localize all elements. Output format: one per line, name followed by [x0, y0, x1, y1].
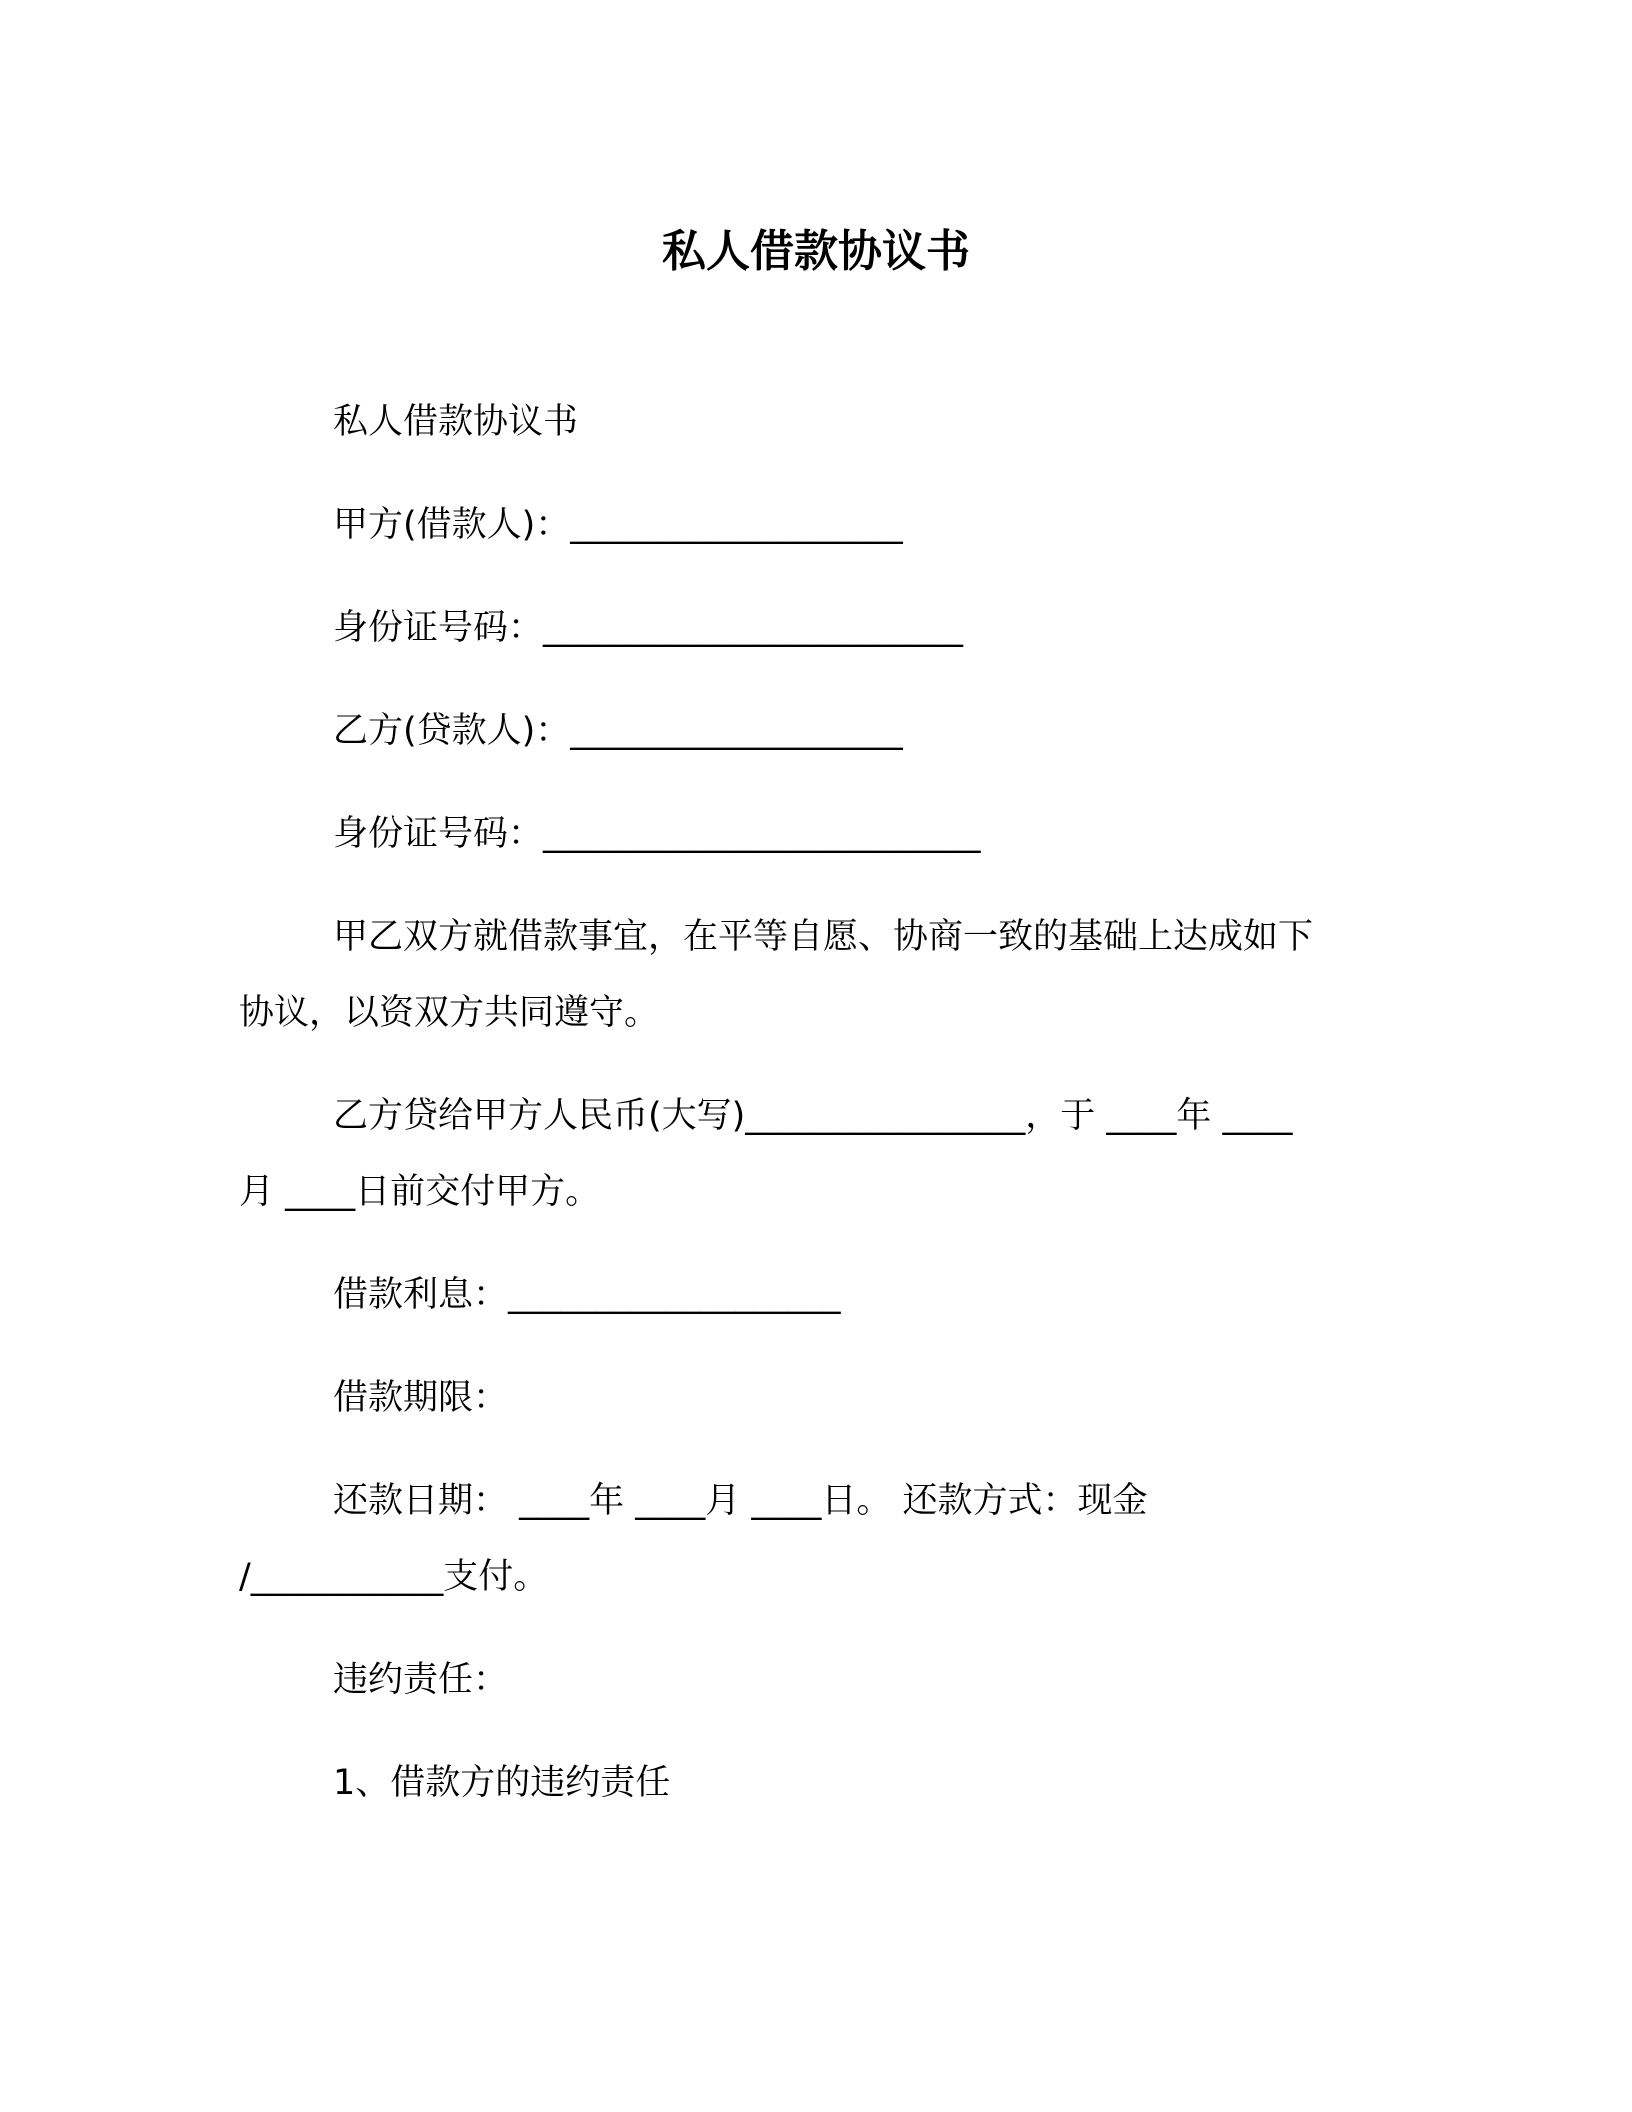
party-b-lender-line: 乙方(贷款人)：___________________	[333, 711, 903, 751]
loan-interest-line: 借款利息：___________________	[333, 1275, 841, 1315]
loan-amount-line-2: 月 ____日前交付甲方。	[239, 1172, 601, 1212]
party-a-borrower-line: 甲方(借款人)：___________________	[333, 505, 903, 545]
borrower-breach-item: 1、借款方的违约责任	[333, 1763, 671, 1803]
party-a-id-line: 身份证号码：________________________	[333, 608, 964, 648]
agreement-intro-line-1: 甲乙双方就借款事宜，在平等自愿、协商一致的基础上达成如下	[333, 917, 1314, 957]
repayment-line-1: 还款日期： ____年 ____月 ____日。 还款方式：现金	[333, 1481, 1148, 1521]
document-title: 私人借款协议书	[662, 226, 970, 277]
loan-term-line: 借款期限：	[333, 1378, 509, 1418]
party-b-id-line: 身份证号码：_________________________	[333, 814, 981, 854]
document-subtitle: 私人借款协议书	[333, 402, 579, 442]
breach-liability-heading: 违约责任：	[333, 1660, 509, 1700]
loan-amount-line-1: 乙方贷给甲方人民币(大写)________________，于 ____年 ____	[333, 1096, 1293, 1136]
repayment-line-2: /___________支付。	[239, 1557, 549, 1597]
agreement-intro-line-2: 协议，以资双方共同遵守。	[239, 993, 660, 1033]
